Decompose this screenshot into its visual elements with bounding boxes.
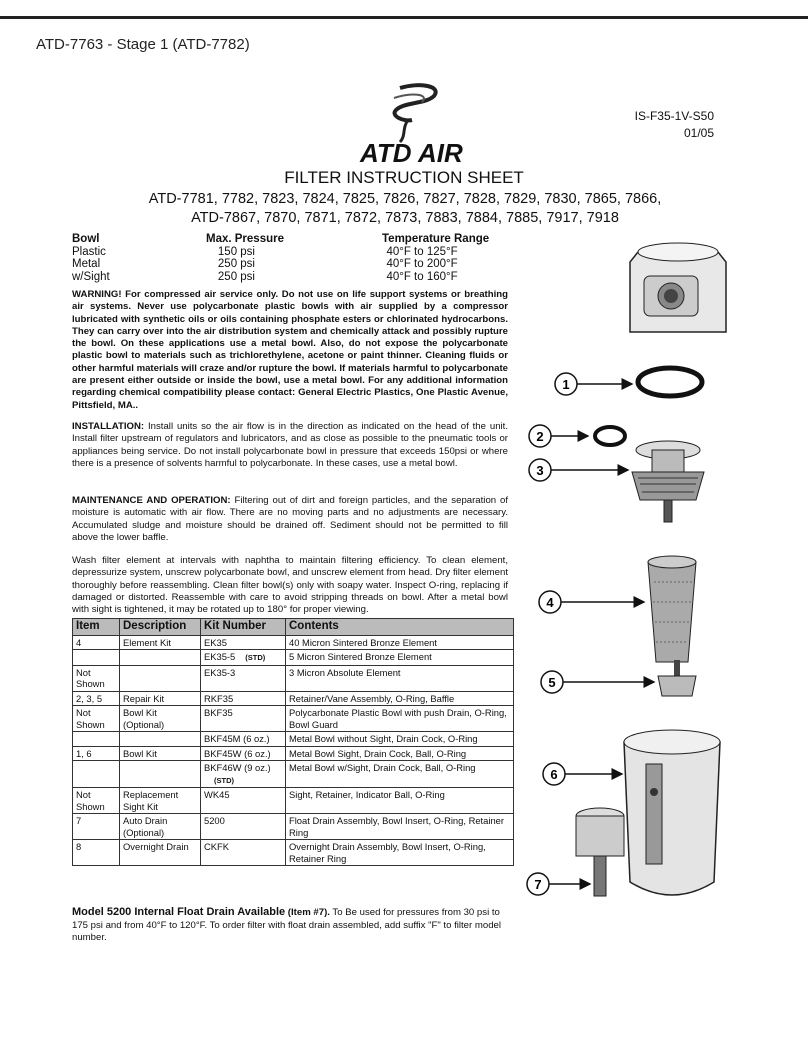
o-ring-large-part bbox=[638, 368, 702, 396]
kit-number bbox=[201, 814, 286, 840]
kit-description-text: Element Kit bbox=[123, 636, 171, 648]
document-number: IS-F35-1V-S50 bbox=[634, 109, 714, 123]
standard-badge: (STD) bbox=[214, 775, 234, 785]
kit-contents-text: 3 Micron Absolute Element bbox=[289, 666, 401, 678]
kit-description-text: Replacement Sight Kit bbox=[123, 789, 179, 812]
spec-header-bowl: Bowl bbox=[72, 233, 100, 245]
kit-table-row bbox=[73, 691, 514, 706]
kit-item bbox=[73, 706, 120, 732]
metal-bowl-part bbox=[624, 730, 720, 895]
atd-air-logo bbox=[342, 80, 472, 170]
kit-description bbox=[120, 732, 201, 747]
kit-description-text: Bowl Kit bbox=[123, 747, 157, 759]
kit-contents bbox=[286, 650, 514, 666]
spec-bowl: Metal bbox=[72, 258, 101, 270]
installation-paragraph bbox=[72, 421, 508, 470]
callout-2 bbox=[529, 425, 588, 447]
kit-number bbox=[201, 706, 286, 732]
kit-item bbox=[73, 788, 120, 814]
kit-item-text: 7 bbox=[76, 815, 82, 826]
kit-description-text: Repair Kit bbox=[123, 692, 165, 704]
kit-table bbox=[72, 618, 514, 866]
kit-contents bbox=[286, 746, 514, 761]
kit-item-text: 1, 6 bbox=[76, 747, 92, 759]
kit-item bbox=[73, 761, 120, 788]
model-5200-note bbox=[72, 906, 512, 945]
kit-item bbox=[73, 840, 120, 866]
spec-pressure: 250 psi bbox=[217, 258, 255, 270]
kit-table-row bbox=[73, 650, 514, 666]
kit-header-description: Description bbox=[120, 619, 201, 636]
callout-7-label: 7 bbox=[534, 877, 542, 892]
callout-5-label: 5 bbox=[548, 675, 556, 690]
model-5200-text: To Be used for pressures from 30 psi to 175 psi and from 40°F to 120°F. To order filter with float drain assembled, add suffix "F" to filter model number. bbox=[72, 907, 502, 943]
kit-contents bbox=[286, 665, 514, 691]
standard-badge: (STD) bbox=[245, 653, 266, 662]
svg-text:AIR: AIR bbox=[418, 138, 463, 168]
maintenance-text: Filtering out of dirt and foreign particles, and the separation of moisture is automatic with air flow. There are no moving parts and no adjustments are necessary. Accumulated sludge and moisture should be drained off. Sediment should not be permitted to fill above the lower baffle. bbox=[72, 495, 508, 543]
kit-description-text: Auto Drain (Optional) bbox=[123, 815, 168, 838]
spec-pressure: 150 psi bbox=[217, 245, 255, 258]
kit-contents-text: Metal Bowl w/Sight, Drain Cock, Ball, O-Ring bbox=[289, 762, 476, 773]
kit-contents-text: Metal Bowl without Sight, Drain Cock, O-Ring bbox=[289, 733, 478, 744]
maintenance-paragraph bbox=[72, 495, 508, 544]
kit-contents-text: Retainer/Vane Assembly, O-Ring, Baffle bbox=[289, 692, 455, 704]
spec-header-pressure: Max. Pressure bbox=[206, 233, 284, 245]
kit-item bbox=[73, 665, 120, 691]
kit-table-row bbox=[73, 840, 514, 866]
kit-number bbox=[201, 665, 286, 691]
vane-assembly-part bbox=[632, 441, 704, 522]
kit-description bbox=[120, 665, 201, 691]
callout-4-label: 4 bbox=[546, 595, 554, 610]
kit-number bbox=[201, 788, 286, 814]
kit-contents bbox=[286, 732, 514, 747]
kit-item bbox=[73, 746, 120, 761]
kit-table-row bbox=[73, 761, 514, 788]
kit-number bbox=[201, 746, 286, 761]
kit-contents bbox=[286, 706, 514, 732]
kit-header-item: Item bbox=[73, 619, 120, 636]
model-list-line-1: ATD-7781, 7782, 7823, 7824, 7825, 7826, 7827, 7828, 7829, 7830, 7865, 7866, bbox=[148, 191, 662, 207]
kit-contents bbox=[286, 691, 514, 706]
callout-5 bbox=[541, 671, 654, 693]
callout-4 bbox=[539, 591, 644, 613]
kit-item bbox=[73, 732, 120, 747]
kit-contents bbox=[286, 814, 514, 840]
kit-table-row bbox=[73, 746, 514, 761]
kit-description bbox=[120, 650, 201, 666]
spec-header bbox=[72, 233, 512, 246]
kit-description bbox=[120, 840, 201, 866]
kit-number-text: BKF46W (9 oz.) bbox=[204, 762, 271, 773]
kit-table-header bbox=[73, 619, 514, 636]
callout-3 bbox=[529, 459, 628, 481]
spec-pressure: 250 psi bbox=[217, 270, 255, 283]
kit-contents bbox=[286, 840, 514, 866]
kit-item-text: 2, 3, 5 bbox=[76, 692, 103, 704]
callout-3-label: 3 bbox=[536, 463, 544, 478]
kit-description-text: Overnight Drain bbox=[123, 841, 189, 852]
kit-table-row bbox=[73, 814, 514, 840]
kit-contents bbox=[286, 761, 514, 788]
kit-contents-text: Float Drain Assembly, Bowl Insert, O-Ring, Retainer Ring bbox=[289, 815, 505, 838]
callout-7 bbox=[527, 873, 590, 895]
kit-table-row bbox=[73, 665, 514, 691]
kit-number-text: CKFK bbox=[204, 841, 230, 852]
spec-header-temp: Temperature Range bbox=[382, 233, 490, 245]
kit-header-kit-number: Kit Number bbox=[201, 619, 286, 636]
kit-contents-text: 40 Micron Sintered Bronze Element bbox=[289, 636, 437, 648]
kit-number bbox=[201, 732, 286, 747]
kit-item bbox=[73, 691, 120, 706]
kit-contents-text: Overnight Drain Assembly, Bowl Insert, O-Ring, Retainer Ring bbox=[289, 841, 486, 864]
installation-label: INSTALLATION: bbox=[72, 421, 145, 432]
kit-description bbox=[120, 814, 201, 840]
kit-item bbox=[73, 650, 120, 666]
kit-number bbox=[201, 691, 286, 706]
kit-table-row bbox=[73, 788, 514, 814]
kit-description bbox=[120, 788, 201, 814]
callout-2-label: 2 bbox=[536, 429, 544, 444]
spec-table bbox=[72, 233, 512, 283]
model-list bbox=[60, 190, 750, 228]
document-date: 01/05 bbox=[683, 126, 714, 140]
kit-description bbox=[120, 761, 201, 788]
spec-temp: 40°F to 200°F bbox=[386, 258, 458, 270]
document-code bbox=[635, 108, 714, 142]
kit-number-text: WK45 bbox=[204, 789, 230, 800]
kit-number bbox=[201, 650, 286, 666]
svg-text:ATD: ATD bbox=[360, 138, 412, 168]
kit-number bbox=[201, 840, 286, 866]
kit-number bbox=[201, 635, 286, 650]
auto-drain-part bbox=[576, 808, 624, 896]
kit-description bbox=[120, 691, 201, 706]
header-reference: ATD-7763 - Stage 1 (ATD-7782) bbox=[36, 36, 250, 53]
kit-number-text: EK35-5 bbox=[204, 651, 236, 662]
kit-contents-text: 5 Micron Sintered Bronze Element bbox=[289, 651, 432, 662]
page-title: FILTER INSTRUCTION SHEET bbox=[284, 168, 524, 187]
kit-contents-text: Polycarbonate Plastic Bowl with push Drain, O-Ring, Bowl Guard bbox=[289, 707, 507, 730]
kit-number-text: BKF45W (6 oz.) bbox=[204, 747, 271, 759]
model-5200-heading: Model 5200 Internal Float Drain Available bbox=[72, 906, 286, 918]
spec-temp: 40°F to 125°F bbox=[386, 245, 458, 258]
kit-number-text: EK35-3 bbox=[204, 666, 236, 678]
kit-item-text: 4 bbox=[76, 636, 82, 648]
callout-6 bbox=[543, 763, 622, 785]
kit-description-text: Bowl Kit (Optional) bbox=[123, 707, 165, 730]
spec-bowl: w/Sight bbox=[72, 270, 110, 283]
warning-paragraph: WARNING! For compressed air service only. Do not use on life support systems or breathing air systems. Never use polycarbonate plastic bowls with air supplied by a compressor lubricated with synthetic oils or oils containing phosphate esters or chlorinated hydrocarbons. They can carry over into the air distribution system and chemically attack and possibly rupture the bowl. On these applications use a metal bowl. Also, do not expose the polycarbonate plastic bowl to materials such as trichlorethylene, acetone or paint thinner. Cleaning fluids or other harmful materials will craze and/or rupture the bowl. If materials harmful to polycarbonate are present either outside or inside the bowl, use a metal bowl. For any additional information regarding chemical compatibility please contact: General Electric Plastics, One Plastic Avenue, Pittsfield, MA.. bbox=[72, 289, 508, 411]
model-list-line-2: ATD-7867, 7870, 7871, 7872, 7873, 7883, 7884, 7885, 7917, 7918 bbox=[191, 210, 619, 226]
kit-table-body bbox=[73, 635, 514, 866]
spec-row bbox=[72, 271, 512, 284]
spec-row bbox=[72, 246, 512, 259]
spec-row bbox=[72, 258, 512, 271]
kit-description bbox=[120, 635, 201, 650]
kit-number-text: EK35 bbox=[204, 636, 227, 648]
kit-table-row bbox=[73, 706, 514, 732]
top-rule bbox=[0, 16, 808, 19]
kit-table-row bbox=[73, 732, 514, 747]
kit-description bbox=[120, 706, 201, 732]
kit-header-contents: Contents bbox=[286, 619, 514, 636]
spec-bowl: Plastic bbox=[72, 245, 106, 258]
model-5200-item-ref: (Item #7). bbox=[285, 907, 330, 918]
installation-text: Install units so the air flow is in the direction as indicated on the head of the unit. Install filter upstream of regulators and lubricators, and as close as possible to the pneumatic tools or appliances being service. Do not install polycarbonate bowl in pressure that exceeds 150psi or where there is a presence of solvents harmful to polycarbonate. In these cases, use a metal bowl. bbox=[72, 421, 508, 469]
callout-1-label: 1 bbox=[562, 377, 570, 392]
baffle-part bbox=[658, 660, 696, 696]
kit-item bbox=[73, 635, 120, 650]
kit-contents-text: Sight, Retainer, Indicator Ball, O-Ring bbox=[289, 789, 445, 800]
callout-1 bbox=[555, 373, 632, 395]
o-ring-small-part bbox=[595, 427, 625, 445]
kit-item-text: Not Shown bbox=[76, 666, 105, 689]
kit-item-text: Not Shown bbox=[76, 707, 105, 730]
kit-item-text: Not Shown bbox=[76, 789, 105, 812]
kit-number bbox=[201, 761, 286, 788]
kit-table-row bbox=[73, 635, 514, 650]
spec-temp: 40°F to 160°F bbox=[386, 270, 458, 283]
filter-head-part bbox=[630, 243, 726, 332]
maintenance-label: MAINTENANCE AND OPERATION: bbox=[72, 495, 231, 506]
callout-6-label: 6 bbox=[550, 767, 558, 782]
kit-description bbox=[120, 746, 201, 761]
kit-contents bbox=[286, 788, 514, 814]
exploded-parts-diagram bbox=[520, 232, 808, 912]
kit-contents-text: Metal Bowl Sight, Drain Cock, Ball, O-Ring bbox=[289, 747, 467, 759]
kit-number-text: RKF35 bbox=[204, 692, 234, 704]
kit-number-text: BKF45M (6 oz.) bbox=[204, 733, 270, 744]
filter-element-part bbox=[648, 556, 696, 662]
kit-contents bbox=[286, 635, 514, 650]
wash-paragraph: Wash filter element at intervals with naphtha to maintain filtering efficiency. To clean element, depressurize system, unscrew polycarbonate bowl, and unscrew element from head. Dry filter element thoroughly before reassembling. Clean filter bowl(s) only with soapy water. Inspect O-ring, replacing if damaged or distorted. Reassemble with care to avoid stripping threads on bowl. After a metal bowl with sight is tightened, it may be rotated up to 180° for proper viewing. bbox=[72, 555, 508, 616]
kit-number-text: BKF35 bbox=[204, 707, 233, 718]
kit-item bbox=[73, 814, 120, 840]
kit-item-text: 8 bbox=[76, 841, 82, 852]
kit-number-text: 5200 bbox=[204, 815, 225, 826]
